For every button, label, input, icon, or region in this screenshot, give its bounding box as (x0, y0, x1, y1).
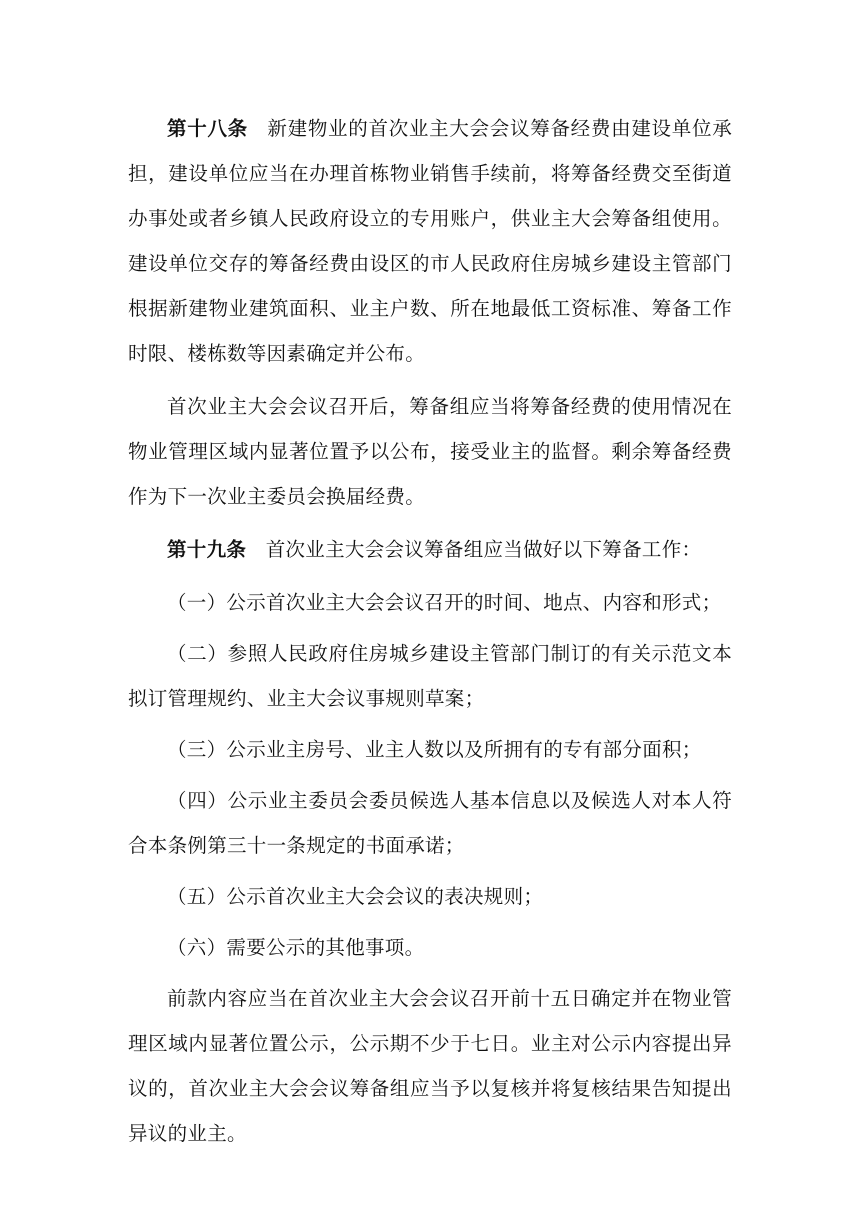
article-19-item-4: （四）公示业主委员会委员候选人基本信息以及候选人对本人符合本条例第三十一条规定的书面承诺； (128, 789, 732, 857)
article-19-item-2: （二）参照人民政府住房城乡建设主管部门制订的有关示范文本拟订管理规约、业主大会议事规则草案； (128, 642, 732, 710)
article-19-item-5: （五）公示首次业主大会会议的表决规则； (167, 885, 544, 908)
article-19-item-3: （三）公示业主房号、业主人数以及所拥有的专有部分面积； (167, 738, 702, 761)
article-19-closing-paragraph: 前款内容应当在首次业主大会会议召开前十五日确定并在物业管理区域内显著位置公示，公示期不少于七日。业主对公示内容提出异议的，首次业主大会会议筹备组应当予以复核并将复核结果告知提出异议的业主。 (128, 987, 732, 1145)
article-19-item-6: （六）需要公示的其他事项。 (167, 936, 425, 959)
article-18-heading: 第十八条 (167, 117, 248, 140)
article-19-heading: 第十九条 (167, 538, 247, 561)
article-19-item-1: （一）公示首次业主大会会议召开的时间、地点、内容和形式； (167, 591, 722, 614)
article-19-intro-text: 首次业主大会会议筹备组应当做好以下筹备工作： (265, 538, 702, 561)
document-page (128, 106, 732, 1164)
article-19-intro-paragraph (128, 527, 732, 572)
article-18-text-1: 新建物业的首次业主大会会议筹备经费由建设单位承担，建设单位应当在办理首栋物业销售手续前，将筹备经费交至街道办事处或者乡镇人民政府设立的专用账户，供业主大会筹备组使用。建设单位交存的筹备经费由设区的市人民政府住房城乡建设主管部门根据新建物业建筑面积、业主户数、所在地最低工资标准、筹备工作时限、楼栋数等因素确定并公布。 (128, 117, 733, 365)
article-18-paragraph-1 (128, 106, 732, 376)
article-18-paragraph-2: 首次业主大会会议召开后，筹备组应当将筹备经费的使用情况在物业管理区域内显著位置予以公布，接受业主的监督。剩余筹备经费作为下一次业主委员会换届经费。 (128, 395, 732, 508)
